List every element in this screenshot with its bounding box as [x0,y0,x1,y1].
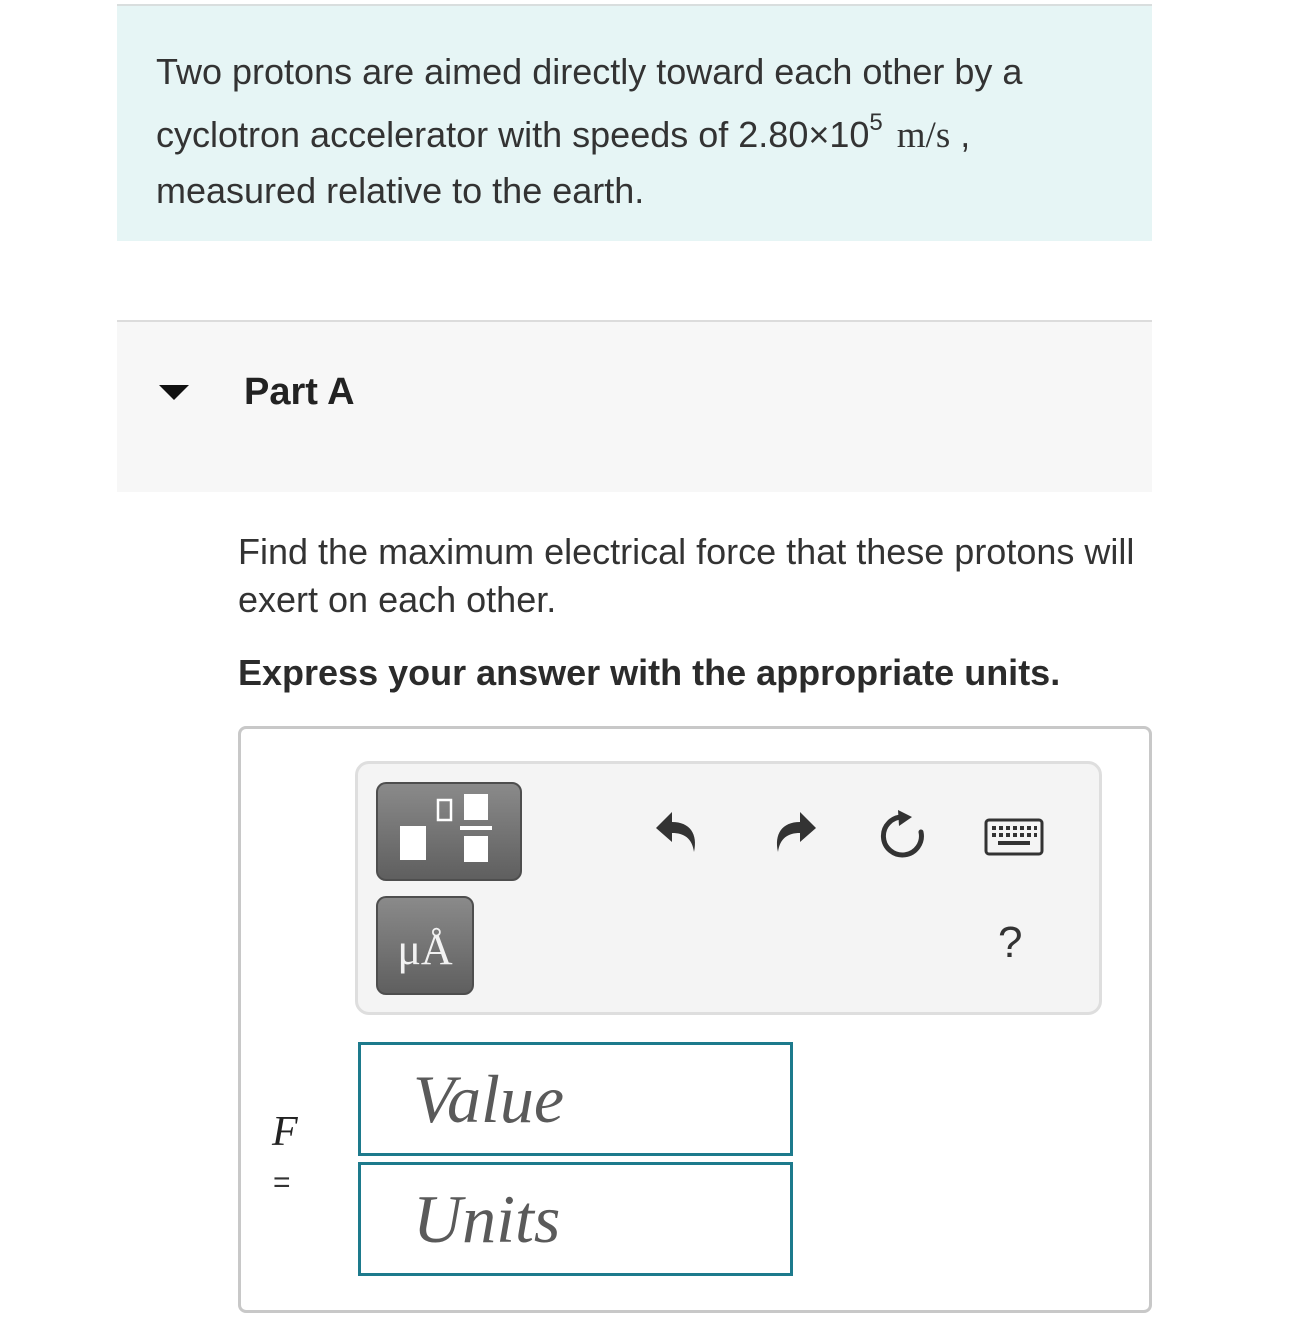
reset-icon[interactable] [876,808,930,862]
value-field[interactable] [358,1042,793,1156]
templates-button[interactable] [376,782,522,881]
intro-text [156,44,1116,218]
intro-text-after: , measured relative to the earth. [156,114,971,211]
intro-exponent: 5 [869,109,883,136]
intro-unit: m/s [896,115,951,156]
units-input[interactable] [361,1165,790,1273]
variable-label: F [272,1109,298,1155]
help-icon[interactable]: ? [998,918,1023,967]
part-title: Part A [244,371,355,413]
templates-icon [378,784,520,879]
part-a-header[interactable] [117,320,1152,492]
undo-icon[interactable] [652,804,702,858]
redo-icon[interactable] [770,804,820,858]
intro-text-before: Two protons are aimed directly toward each other by a cyclotron accelerator with speeds of 2.80×10 [156,51,1023,155]
value-input[interactable] [361,1045,790,1153]
collapse-caret-icon[interactable] [159,385,189,400]
units-button[interactable]: μÅ [376,896,474,995]
answer-instruction: Express your answer with the appropriate units. [238,652,1061,693]
keyboard-icon[interactable] [984,818,1044,858]
equals-sign: = [273,1166,291,1199]
units-field[interactable] [358,1162,793,1276]
problem-intro [117,4,1152,241]
question-prompt: Find the maximum electrical force that these protons will exert on each other. [238,531,1135,620]
